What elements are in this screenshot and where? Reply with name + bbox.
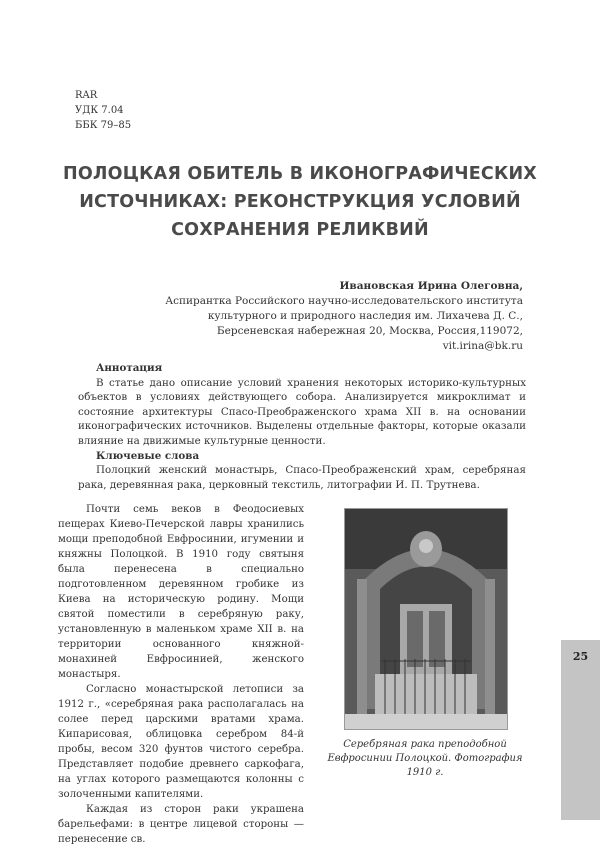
page-number: 25 [572,650,589,663]
keywords-heading: Ключевые слова [96,449,200,462]
title-line: ИСТОЧНИКАХ: РЕКОНСТРУКЦИЯ УСЛОВИЙ [79,192,521,212]
author-block [165,279,523,354]
abstract-section [78,361,526,492]
caption-line: Серебряная рака преподобной [343,739,507,750]
code-udk: УДК 7.04 [75,105,124,116]
article-title [40,160,560,244]
reliquary-photo-illustration [345,509,507,729]
author-affiliation: культурного и природного наследия им. Лихачева Д. С., [207,310,523,322]
reliquary-photo [344,508,508,730]
body-paragraph: Почти семь веков в Феодосиевых пещерах Киево-Печерской лавры хранились мощи преподобной Евфросинии, игумении и княжны Полоцкой. В 1910 году святыня была перенесена в специально подготовленном деревянном гробике из Киева на историческую родину. Мощи святой поместили в серебряную раку, установленную в маленьком храме XII в. на территории основанного княжной-монахиней Евфросинией, женского монастыря. [58,504,304,680]
author-affiliation: Аспирантка Российского научно-исследовательского института [165,295,523,307]
page-edge-tab [561,640,600,820]
article-body [58,502,304,847]
abstract-heading: Аннотация [96,362,163,374]
title-line: ПОЛОЦКАЯ ОБИТЕЛЬ В ИКОНОГРАФИЧЕСКИХ [63,164,537,184]
code-rar: RAR [75,90,98,101]
figure-caption [320,738,530,780]
classification-codes [75,88,131,133]
keywords-text: Полоцкий женский монастырь, Спасо-Преображенский храм, серебряная рака, деревянная рака, церковный текстиль, литографии И. П. Трутнева. [78,464,526,491]
body-paragraph: Согласно монастырской летописи за 1912 г., «серебряная рака располагалась на солее перед царскими вратами храма. Кипарисовая, облицовка серебром 84-й пробы, весом 320 фунтов чистого серебра. Представляет подобие древнего саркофага, на углах которого размещаются колонны с золоченными капителями. [58,684,304,800]
abstract-text: В статье дано описание условий хранения некоторых историко-культурных объектов в условиях действующего собора. Анализируется микроклимат и состояние архитектуры Спасо-Преображенского храма XII в. на основании иконографических источников. Выделены отдельные факторы, которые оказали влияние на движимые культурные ценности. [78,376,526,447]
caption-line: Евфросинии Полоцкой. Фотография 1910 г. [327,753,523,778]
author-address: Берсеневская набережная 20, Москва, Россия,119072, [216,325,523,337]
body-paragraph: Каждая из сторон раки украшена барельефами: в центре лицевой стороны — перенесение св. [58,804,304,845]
title-line: СОХРАНЕНИЯ РЕЛИКВИЙ [171,220,429,240]
author-email[interactable]: vit.irina@bk.ru [442,340,523,352]
author-name: Ивановская Ирина Олеговна, [339,280,523,292]
code-bbk: ББК 79–85 [75,120,132,131]
